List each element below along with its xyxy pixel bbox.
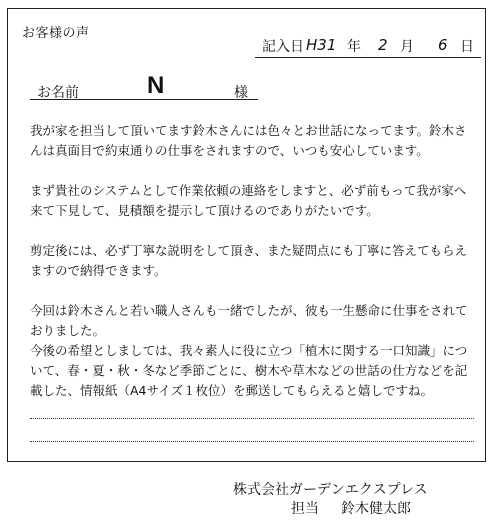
date-field (262, 36, 482, 56)
name-value: N (147, 72, 165, 99)
staff-name: 鈴木健太郎 (341, 501, 411, 517)
date-day-unit: 日 (460, 39, 474, 55)
staff-row (233, 500, 428, 519)
comment-paragraph: 今後の希望としましては、我々素人に役に立つ「植木に関する一口知識」について、春・夏・秋・冬など季節ごとに、樹木や草木などの世話の仕方などを記載した、情報紙（A4サイズ１枚位）を郵送してもらえると嬉しですね。 (30, 343, 468, 398)
comment-paragraph: まず貴社のシステムとして作業依頼の連絡をしますと、必ず前もって我が家へ来て下見して、見積額を提示して頂けるのでありがたいです。 (30, 183, 467, 218)
blank-line (30, 441, 474, 442)
date-month-value: 2 (378, 36, 388, 54)
form-title: お客様の声 (22, 26, 90, 41)
name-label: お名前 (37, 85, 79, 101)
comment-paragraph: 我が家を担当して頂いてます鈴木さんには色々とお世話になってます。鈴木さんは真面目で約束通りの仕事をされますので、いつも安心しています。 (30, 123, 467, 158)
comment-paragraph: 剪定後には、必ず丁寧な説明をして頂き、また疑問点にも丁寧に答えてもらえますので納得できます。 (30, 243, 468, 278)
date-era-value: H31 (306, 36, 337, 54)
comment-body (30, 121, 476, 401)
staff-role: 担当 (291, 501, 319, 517)
date-label: 記入日 (262, 39, 304, 55)
date-year-unit: 年 (347, 39, 361, 55)
name-underline (30, 99, 258, 100)
date-day-value: 6 (438, 36, 448, 54)
date-month-unit: 月 (400, 39, 414, 55)
company-name: 株式会社ガーデンエクスプレス (233, 482, 428, 498)
date-underline (255, 57, 481, 58)
blank-line (30, 418, 474, 419)
comment-paragraph: 今回は鈴木さんと若い職人さんも一緒でしたが、彼も一生懸命に仕事をされておりました。 (30, 303, 468, 338)
company-row (233, 481, 428, 500)
name-suffix: 様 (234, 85, 248, 101)
signature-block (233, 481, 428, 519)
